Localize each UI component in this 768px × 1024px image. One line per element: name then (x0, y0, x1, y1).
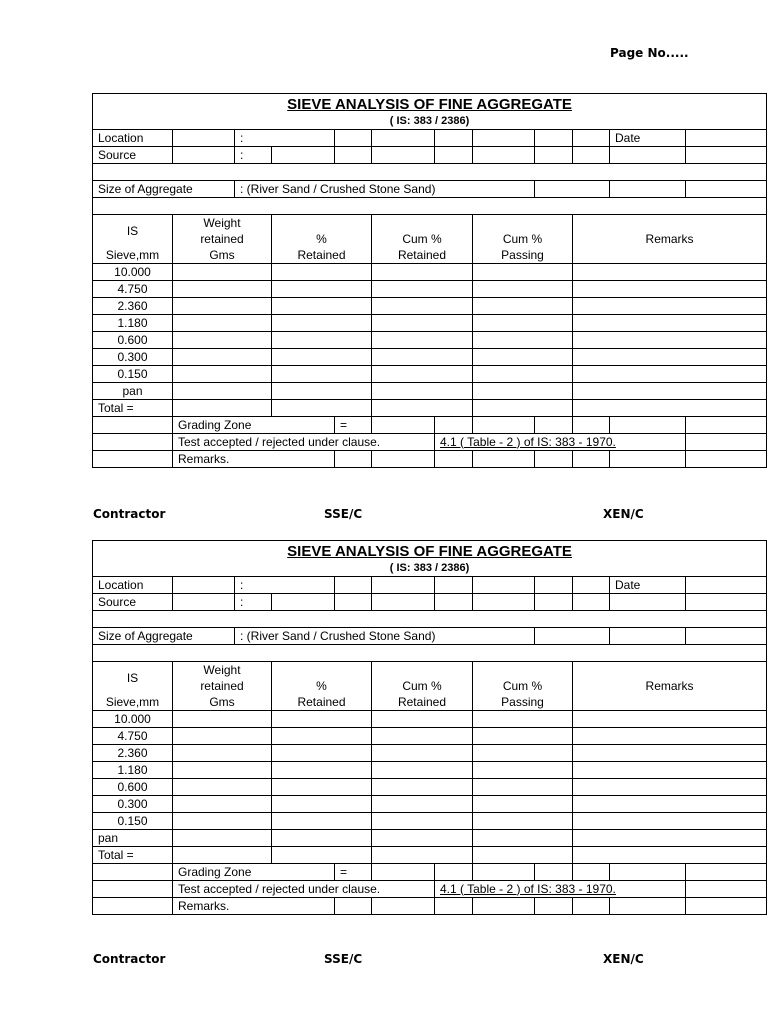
clause-reference: 4.1 ( Table - 2 ) of IS: 383 - 1970. (435, 434, 686, 451)
sieve-row (93, 298, 767, 315)
signature-line (93, 507, 653, 523)
form-title: SIEVE ANALYSIS OF FINE AGGREGATE (93, 541, 767, 562)
grading-zone-label: Grading Zone (173, 864, 335, 881)
cum-retained-header: Cum % (372, 231, 473, 247)
spacer-row (93, 164, 767, 181)
source-input-cell[interactable] (173, 594, 235, 611)
grading-zone-label: Grading Zone (173, 417, 335, 434)
retained-header: retained (173, 231, 272, 247)
weight-header: Weight (173, 215, 272, 232)
pct-retained-header: Retained (272, 247, 372, 264)
grading-zone-row (93, 864, 767, 881)
total-row (93, 847, 767, 864)
sieve-size: 4.750 (93, 281, 173, 298)
source-label: Source (93, 594, 173, 611)
date-label: Date (610, 130, 686, 147)
sieve-size: 10.000 (93, 264, 173, 281)
grading-zone-equals: = (335, 417, 372, 434)
is-header: IS (93, 215, 173, 248)
sieve-row (93, 366, 767, 383)
grading-zone-value[interactable] (372, 864, 435, 881)
sieve-size: 1.180 (93, 762, 173, 779)
sieve-row (93, 264, 767, 281)
remarks-label: Remarks. (173, 451, 335, 468)
sieve-size: 0.300 (93, 796, 173, 813)
date-label: Date (610, 577, 686, 594)
sieve-size: 4.750 (93, 728, 173, 745)
contractor-signature: Contractor (93, 952, 166, 966)
sse-signature: SSE/C (324, 507, 363, 521)
remarks-row (93, 898, 767, 915)
sieve-mm-header: Sieve,mm (93, 694, 173, 711)
sieve-size: 0.150 (93, 813, 173, 830)
sieve-row (93, 383, 767, 400)
retained-header: retained (173, 678, 272, 694)
date-input-cell[interactable] (686, 130, 767, 147)
pct-retained-header: Retained (272, 694, 372, 711)
size-label: Size of Aggregate (93, 181, 235, 198)
sieve-row (93, 728, 767, 745)
test-label: Test accepted / rejected under clause. (173, 881, 435, 898)
sieve-size: 0.150 (93, 366, 173, 383)
sieve-row (93, 830, 767, 847)
sieve-row (93, 711, 767, 728)
location-label: Location (93, 577, 173, 594)
percent-header: % (272, 678, 372, 694)
cum-passing-sub-header: Passing (473, 247, 573, 264)
size-row (93, 181, 767, 198)
date-input-cell[interactable] (686, 577, 767, 594)
sieve-row (93, 745, 767, 762)
sieve-row (93, 762, 767, 779)
header-row-1 (93, 215, 767, 232)
sieve-size: 1.180 (93, 315, 173, 332)
location-row (93, 577, 767, 594)
source-input-cell[interactable] (173, 147, 235, 164)
sse-signature: SSE/C (324, 952, 363, 966)
form-title: SIEVE ANALYSIS OF FINE AGGREGATE (93, 94, 767, 115)
sieve-row (93, 813, 767, 830)
sieve-row (93, 349, 767, 366)
gms-header: Gms (173, 247, 272, 264)
total-row (93, 400, 767, 417)
remarks-header: Remarks (573, 662, 767, 711)
grading-zone-value[interactable] (372, 417, 435, 434)
remarks-header: Remarks (573, 215, 767, 264)
clause-reference: 4.1 ( Table - 2 ) of IS: 383 - 1970. (435, 881, 686, 898)
sieve-size: pan (93, 830, 173, 847)
test-label: Test accepted / rejected under clause. (173, 434, 435, 451)
sieve-size: 10.000 (93, 711, 173, 728)
source-colon: : (235, 147, 272, 164)
remarks-row (93, 451, 767, 468)
cum-passing-sub-header: Passing (473, 694, 573, 711)
size-value: : (River Sand / Crushed Stone Sand) (235, 628, 535, 645)
sieve-size: 2.360 (93, 298, 173, 315)
sieve-size: 0.300 (93, 349, 173, 366)
cum-retained-header: Cum % (372, 678, 473, 694)
location-input-cell[interactable] (173, 577, 235, 594)
sieve-analysis-form-2 (92, 540, 730, 915)
total-label: Total = (93, 847, 173, 864)
sieve-size: 0.600 (93, 332, 173, 349)
sieve-row (93, 332, 767, 349)
sieve-row (93, 796, 767, 813)
page-number: Page No..... (610, 46, 689, 60)
sieve-mm-header: Sieve,mm (93, 247, 173, 264)
source-label: Source (93, 147, 173, 164)
signature-line (93, 952, 653, 968)
spacer-row (93, 611, 767, 628)
grading-zone-row (93, 417, 767, 434)
sieve-size: 2.360 (93, 745, 173, 762)
size-label: Size of Aggregate (93, 628, 235, 645)
sieve-analysis-table (92, 540, 767, 915)
cum-passing-header: Cum % (473, 231, 573, 247)
xen-signature: XEN/C (603, 952, 644, 966)
weight-header: Weight (173, 662, 272, 679)
source-row (93, 147, 767, 164)
source-row (93, 594, 767, 611)
form-subtitle: ( IS: 383 / 2386) (93, 114, 767, 130)
xen-signature: XEN/C (603, 507, 644, 521)
sieve-row (93, 281, 767, 298)
size-row (93, 628, 767, 645)
spacer-row (93, 645, 767, 662)
cum-retained-sub-header: Retained (372, 694, 473, 711)
location-colon: : (235, 130, 335, 147)
location-label: Location (93, 130, 173, 147)
cum-retained-sub-header: Retained (372, 247, 473, 264)
form-subtitle: ( IS: 383 / 2386) (93, 561, 767, 577)
is-header: IS (93, 662, 173, 695)
sieve-size: pan (93, 383, 173, 400)
cum-passing-header: Cum % (473, 678, 573, 694)
sieve-row (93, 779, 767, 796)
location-row (93, 130, 767, 147)
remarks-label: Remarks. (173, 898, 335, 915)
total-label: Total = (93, 400, 173, 417)
sieve-size: 0.600 (93, 779, 173, 796)
test-row (93, 881, 767, 898)
spacer-row (93, 198, 767, 215)
sieve-analysis-form-1 (92, 93, 730, 468)
source-colon: : (235, 594, 272, 611)
sieve-analysis-table (92, 93, 767, 468)
gms-header: Gms (173, 694, 272, 711)
size-value: : (River Sand / Crushed Stone Sand) (235, 181, 535, 198)
sieve-row (93, 315, 767, 332)
location-input-cell[interactable] (173, 130, 235, 147)
percent-header: % (272, 231, 372, 247)
location-colon: : (235, 577, 335, 594)
test-row (93, 434, 767, 451)
grading-zone-equals: = (335, 864, 372, 881)
header-row-1 (93, 662, 767, 679)
contractor-signature: Contractor (93, 507, 166, 521)
